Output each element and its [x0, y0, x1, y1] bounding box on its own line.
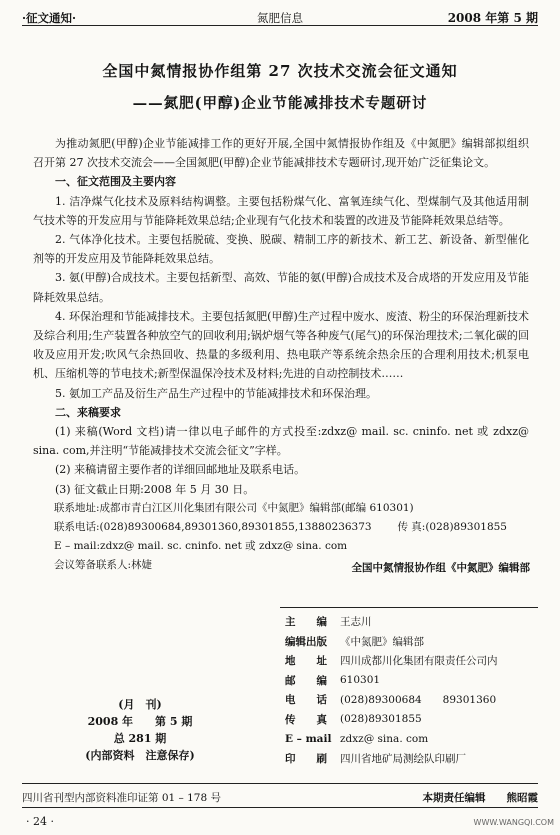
imprint-value: 四川成都川化集团有限责任公司内	[340, 655, 498, 668]
contact-fax: 传 真:(028)89301855	[397, 521, 507, 534]
notice-body	[33, 134, 529, 576]
watermark: WWW.WANGQI.COM	[473, 818, 554, 827]
magazine-issue: 2008 年 第 5 期	[87, 715, 193, 728]
imprint-key: 印 刷	[285, 752, 327, 765]
header-divider	[22, 25, 538, 26]
page-number: · 24 ·	[26, 815, 54, 828]
license-number: 四川省刊型内部资料准印证第 01 – 178 号	[22, 792, 222, 804]
contact-phone-row	[33, 518, 529, 537]
requirement-2: (2) 来稿请留主要作者的详细回邮地址及联系电话。	[55, 463, 306, 477]
section-1-heading: 一、征文范围及主要内容	[55, 175, 176, 189]
topic-item-5: 5. 氨加工产品及衍生产品生产过程中的节能减排技术和环保治理。	[55, 386, 377, 400]
imprint-value: 四川省地矿局测绘队印刷厂	[340, 752, 466, 765]
section-2-heading: 二、来稿要求	[55, 405, 121, 419]
imprint-value: 《中氮肥》编辑部	[340, 635, 424, 648]
imprint-key: 编辑出版	[285, 635, 327, 648]
notice-title: 全国中氮情报协作组第 27 次技术交流会征文通知	[102, 62, 458, 80]
imprint-row	[285, 710, 545, 730]
header-journal-name: 氮肥信息	[257, 11, 303, 25]
requirement-1: (1) 来稿(Word 文档)请一律以电子邮件的方式投至:zdxz@ mail. sc. cninfo. net 或 zdxz@ sina. com,并注明“节能减排技术交流会征文”字样。	[33, 425, 529, 458]
imprint-value: (028)89301855	[340, 713, 422, 726]
magazine-note: (内部资料 注意保存)	[85, 749, 195, 762]
responsible-editor: 本期责任编辑 熊昭霞	[422, 792, 538, 804]
footer-divider-bottom	[22, 807, 538, 808]
imprint-row	[285, 749, 545, 769]
imprint-key: 主 编	[285, 616, 327, 629]
imprint-key: 地 址	[285, 655, 327, 668]
imprint-key: E – mail	[285, 732, 332, 745]
topic-item-4: 4. 环保治理和节能减排技术。主要包括氮肥(甲醇)生产过程中废水、废渣、粉尘的环保治理新技术及综合利用;生产装置各种放空气的回收利用;锅炉烟气等各种废气(尾气)的环保治理技术;二氧化碳的回收及应用开发;吹风气余热回收、热量的多级利用、热电联产等系统余热余压的合理利用技术;机泵电机、压缩机等的节电技术;新型保温保冷技术及材料;先进的自动控制技术……	[33, 309, 529, 381]
contact-address: 联系地址:成都市青白江区川化集团有限公司《中氮肥》编辑部(邮编 610301)	[54, 501, 414, 514]
imprint-block	[285, 612, 545, 768]
imprint-value: 王志川	[340, 616, 372, 629]
imprint-row	[285, 632, 545, 652]
contact-phone: 联系电话:(028)89300684,89301360,89301855,13880236373	[54, 521, 372, 534]
running-header	[22, 8, 538, 26]
topic-item-3: 3. 氨(甲醇)合成技术。主要包括新型、高效、节能的氨(甲醇)合成技术及合成塔的开发应用及节能降耗效果总结。	[33, 271, 529, 304]
imprint-row	[285, 651, 545, 671]
footer-divider-top	[22, 783, 538, 784]
topic-item-1: 1. 洁净煤气化技术及原料结构调整。主要包括粉煤气化、富氧连续气化、型煤制气及其他适用制气技术等的开发应用与节能降耗效果总结;企业现有气化技术和装置的改进及节能降耗效果总结等。	[33, 194, 529, 227]
signature: 全国中氮情报协作组《中氮肥》编辑部	[351, 562, 530, 574]
imprint-value: zdxz@ sina. com	[340, 732, 429, 745]
imprint-row	[285, 671, 545, 691]
header-section-label: ·征文通知·	[22, 11, 77, 25]
contact-email: E – mail:zdxz@ mail. sc. cninfo. net 或 zdxz@ sina. com	[54, 540, 348, 553]
magazine-info	[60, 696, 220, 764]
magazine-frequency: (月 刊)	[118, 698, 162, 711]
imprint-divider	[280, 607, 538, 608]
contact-person: 会议筹备联系人:林婕	[54, 559, 153, 572]
magazine-total: 总 281 期	[113, 732, 167, 745]
requirement-3: (3) 征文截止日期:2008 年 5 月 30 日。	[55, 482, 255, 496]
header-issue: 2008 年第 5 期	[447, 11, 538, 25]
imprint-key: 电 话	[285, 694, 327, 707]
notice-subtitle: ——氮肥(甲醇)企业节能减排技术专题研讨	[132, 95, 428, 112]
imprint-value: 610301	[340, 674, 381, 687]
imprint-value: (028)89300684 89301360	[340, 694, 497, 707]
imprint-key: 传 真	[285, 713, 327, 726]
imprint-row	[285, 729, 545, 749]
imprint-key: 邮 编	[285, 674, 327, 687]
imprint-row	[285, 690, 545, 710]
intro-paragraph: 为推动氮肥(甲醇)企业节能减排工作的更好开展,全国中氮情报协作组及《中氮肥》编辑部拟组织召开第 27 次技术交流会——全国氮肥(甲醇)企业节能减排技术专题研讨,现开始广泛征集论文。	[33, 137, 529, 170]
imprint-row	[285, 612, 545, 632]
topic-item-2: 2. 气体净化技术。主要包括脱硫、变换、脱碳、精制工序的新技术、新工艺、新设备、新型催化剂等的开发应用及节能降耗效果总结。	[33, 233, 529, 266]
